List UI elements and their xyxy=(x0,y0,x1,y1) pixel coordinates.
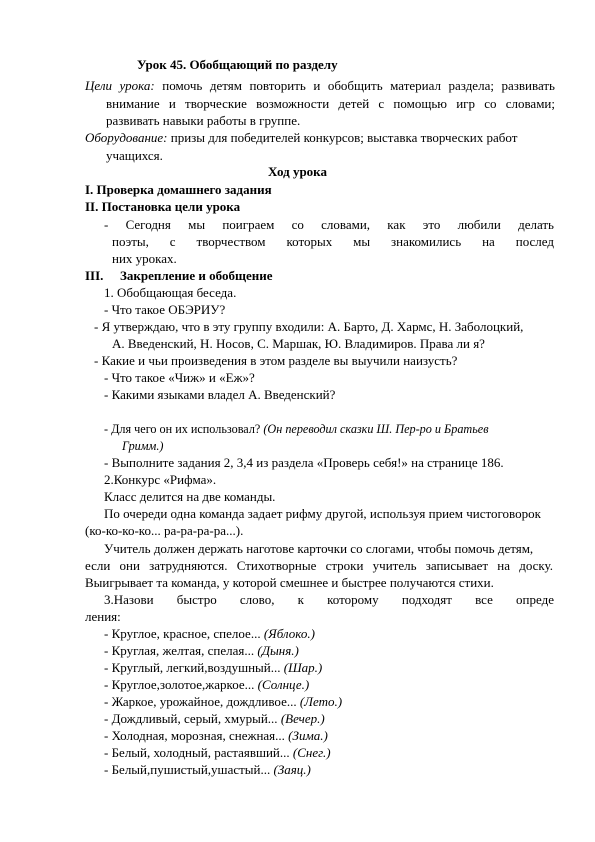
contest-2-p2-line-2: (ко-ко-ко-ко... ра-ра-ра-ра...). xyxy=(85,523,244,538)
list-item xyxy=(104,728,328,744)
conversation-q2-line-2: А. Введенский, Н. Носов, С. Маршак, Ю. Владимиров. Права ли я? xyxy=(112,336,485,351)
list-item-answer: (Яблоко.) xyxy=(263,626,315,641)
list-item xyxy=(104,694,342,710)
list-item-answer: (Лето.) xyxy=(299,694,343,709)
section-3-heading: Закрепление и обобщение xyxy=(120,268,273,283)
conversation-q6-answer-2: Гримм.) xyxy=(122,439,164,453)
equipment-label: Оборудование: xyxy=(85,130,168,145)
contest-2-p3-line-1: Учитель должен держать наготове карточки со слогами, чтобы помочь детям, xyxy=(104,541,534,556)
contest-2-p1: Класс делится на две команды. xyxy=(104,489,276,504)
section-2-heading: II. Постановка цели урока xyxy=(85,199,241,214)
goals-label: Цели урока: xyxy=(85,78,155,93)
equipment-text-1: призы для победителей конкурсов; выставка творческих работ xyxy=(170,130,518,145)
conversation-q1: - Что такое ОБЭРИУ? xyxy=(104,302,226,317)
goals-line-1 xyxy=(85,78,555,94)
list-item-text: - Круглая, желтая, спелая... xyxy=(104,643,255,658)
list-item-text: - Круглый, легкий,воздушный... xyxy=(104,660,281,675)
conversation-q7: - Выполните задания 2, 3,4 из раздела «Проверь себя!» на странице 186. xyxy=(104,455,504,470)
equipment-line-2: учащихся. xyxy=(106,148,163,163)
contest-2-p3-line-3: Выигрывает та команда, у которой смешнее и быстрее получаются стихи. xyxy=(85,575,494,590)
conversation-q6-text: - Для чего он их использовал? xyxy=(104,422,261,436)
list-item xyxy=(104,762,311,778)
list-item-text: - Дождливый, серый, хмурый... xyxy=(104,711,278,726)
list-item xyxy=(104,626,315,642)
conversation-q5: - Какими языками владел А. Введенский? xyxy=(104,387,336,402)
list-item-text: - Холодная, морозная, снежная... xyxy=(104,728,285,743)
contest-2-p2-line-1: По очереди одна команда задает рифму другой, используя прием чистоговорок xyxy=(104,506,541,521)
list-item-text: - Жаркое, урожайное, дождливое... xyxy=(104,694,297,709)
list-item xyxy=(104,643,299,659)
list-item xyxy=(104,677,309,693)
section-2-text-1: - Сегодня мы поиграем со словами, как это любили делать xyxy=(104,217,554,232)
list-item-answer: (Солнце.) xyxy=(257,677,310,692)
section-2-text-2: поэты, с творчеством которых мы знакомились на послед xyxy=(112,234,554,249)
contest-3-title-line-1: 3.Назови быстро слово, к которому подходят все опреде xyxy=(104,592,554,607)
goals-line-2: внимание и творческие возможности детей с помощью игр со словами; xyxy=(106,96,555,111)
section-1-heading: I. Проверка домашнего задания xyxy=(85,182,272,197)
list-item-answer: (Снег.) xyxy=(292,745,331,760)
list-item xyxy=(104,745,331,761)
list-item xyxy=(104,711,325,727)
section-2-text-3: них уроках. xyxy=(112,251,177,266)
contest-2-p3-line-2: если они затрудняются. Стихотворные строки учитель записывает на доску. xyxy=(85,558,553,573)
conversation-title: 1. Обобщающая беседа. xyxy=(104,285,237,300)
list-item-answer: (Дыня.) xyxy=(257,643,299,658)
list-item-answer: (Зима.) xyxy=(288,728,328,743)
goals-line-3: развивать навыки работы в группе. xyxy=(106,113,301,128)
section-3-number: III. xyxy=(85,268,104,283)
contest-3-title-line-2: ления: xyxy=(85,609,121,624)
list-item-answer: (Заяц.) xyxy=(273,762,311,777)
list-item xyxy=(104,660,322,676)
conversation-q6 xyxy=(104,421,488,437)
conversation-q6-answer-1: (Он переводил сказки Ш. Пер-ро и Братьев xyxy=(263,422,489,436)
goals-text-1: помочь детям повторить и обобщить материал раздела; развивать xyxy=(162,78,555,93)
equipment-line-1 xyxy=(85,130,517,146)
conversation-q4: - Что такое «Чиж» и «Еж»? xyxy=(104,370,255,385)
list-item-answer: (Вечер.) xyxy=(280,711,325,726)
lesson-title: Урок 45. Обобщающий по разделу xyxy=(137,57,338,72)
list-item-text: - Круглое,золотое,жаркое... xyxy=(104,677,255,692)
conversation-q2-line-1: - Я утверждаю, что в эту группу входили: А. Барто, Д. Хармс, Н. Заболоцкий, xyxy=(94,319,524,334)
lesson-heading: Ход урока xyxy=(268,164,327,179)
list-item-text: - Белый, холодный, растаявший... xyxy=(104,745,290,760)
list-item-text: - Белый,пушистый,ушастый... xyxy=(104,762,271,777)
list-item-answer: (Шар.) xyxy=(283,660,323,675)
list-item-text: - Круглое, красное, спелое... xyxy=(104,626,261,641)
contest-2-title: 2.Конкурс «Рифма». xyxy=(104,472,217,487)
conversation-q3: - Какие и чьи произведения в этом разделе вы выучили наизусть? xyxy=(94,353,458,368)
